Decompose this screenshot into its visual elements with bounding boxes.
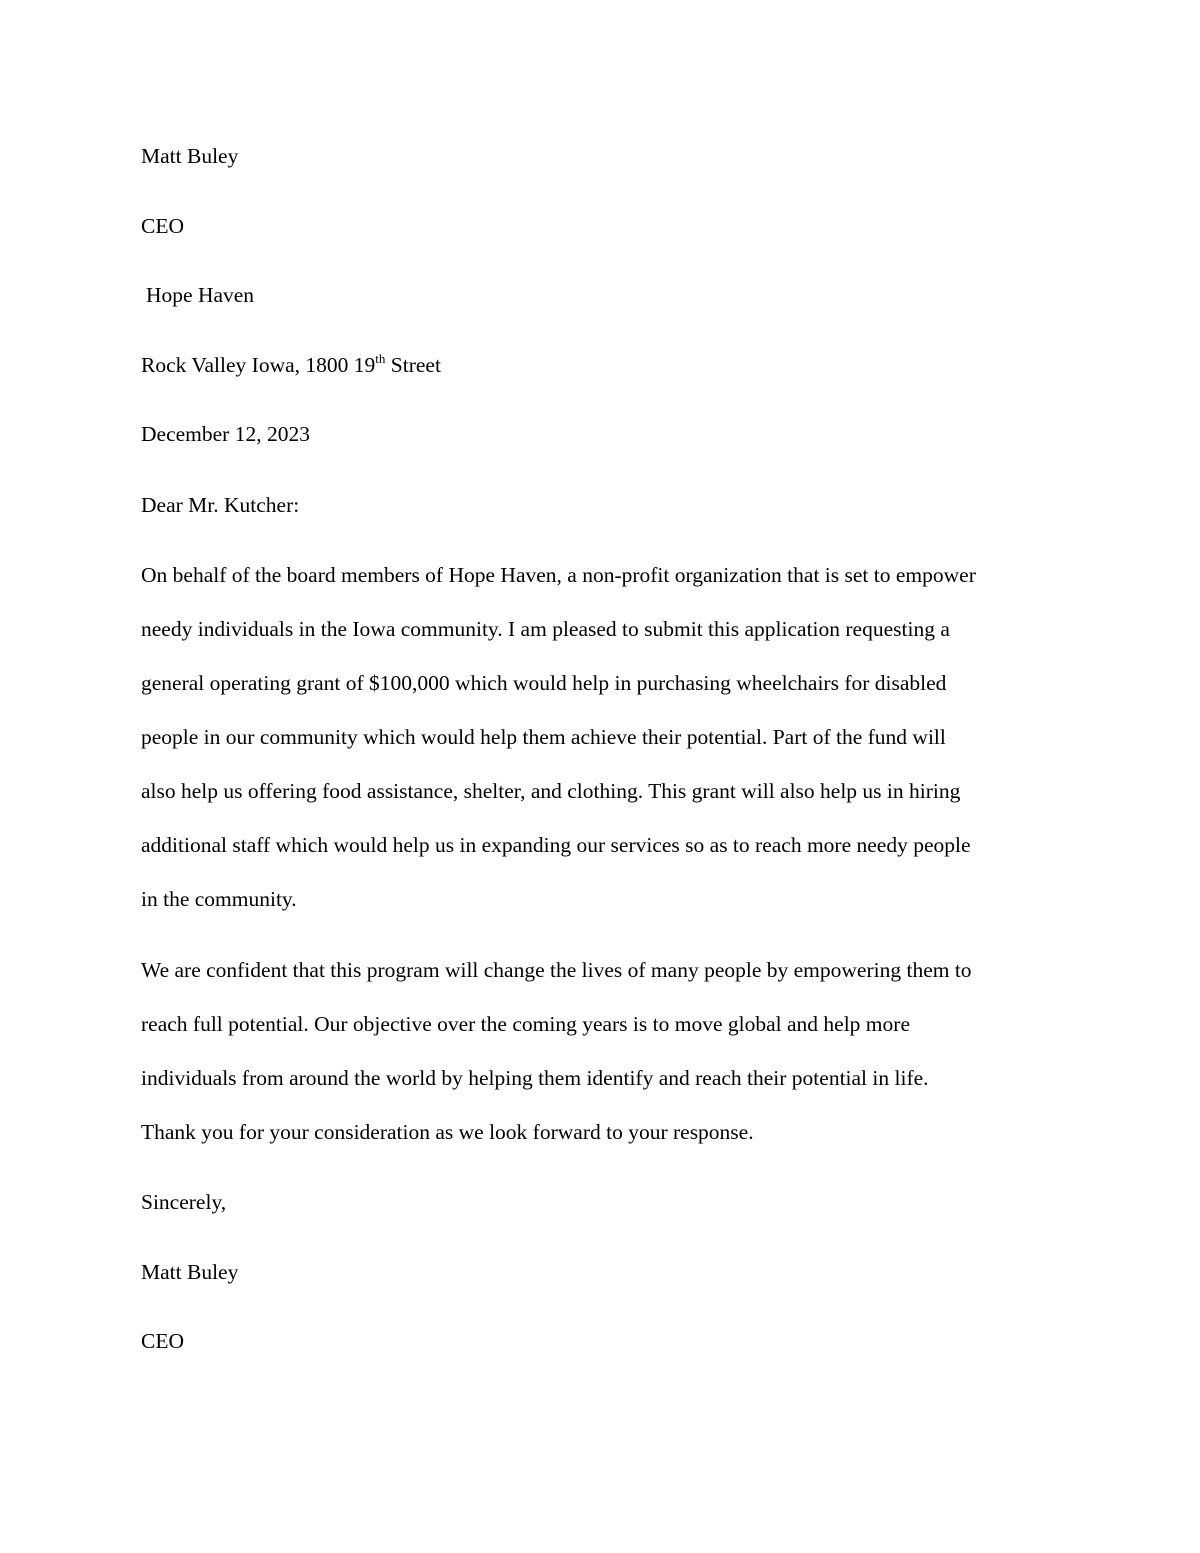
paragraph-line: needy individuals in the Iowa community. I am pleased to submit this application requesting a [141,617,950,641]
paragraph-line: also help us offering food assistance, shelter, and clothing. This grant will also help us in hiring [141,779,961,803]
address-ordinal: th [375,351,386,366]
sender-title: CEO [141,214,184,238]
paragraph-line: additional staff which would help us in expanding our services so as to reach more needy people [141,833,971,857]
address-main: Rock Valley Iowa, 1800 19 [141,353,376,377]
valediction: Sincerely, [141,1190,227,1214]
paragraph-line: Thank you for your consideration as we look forward to your response. [141,1120,754,1144]
body-paragraph-2 [141,943,1071,1159]
salutation: Dear Mr. Kutcher: [141,493,300,517]
sender-address [141,351,441,377]
paragraph-line: individuals from around the world by helping them identify and reach their potential in life. [141,1066,929,1090]
paragraph-line: people in our community which would help them achieve their potential. Part of the fund will [141,725,946,749]
letter-date: December 12, 2023 [141,422,310,446]
organization-name: Hope Haven [146,283,255,307]
paragraph-line: On behalf of the board members of Hope Haven, a non-profit organization that is set to empower [141,563,976,587]
signer-title: CEO [141,1329,184,1353]
body-paragraph-1 [141,548,1071,926]
sender-name: Matt Buley [141,144,239,168]
paragraph-line: in the community. [141,887,297,911]
address-street: Street [385,353,441,377]
signer-name: Matt Buley [141,1260,239,1284]
paragraph-line: general operating grant of $100,000 which would help in purchasing wheelchairs for disabled [141,671,947,695]
paragraph-line: reach full potential. Our objective over the coming years is to move global and help more [141,1012,910,1036]
paragraph-line: We are confident that this program will change the lives of many people by empowering them to [141,958,972,982]
